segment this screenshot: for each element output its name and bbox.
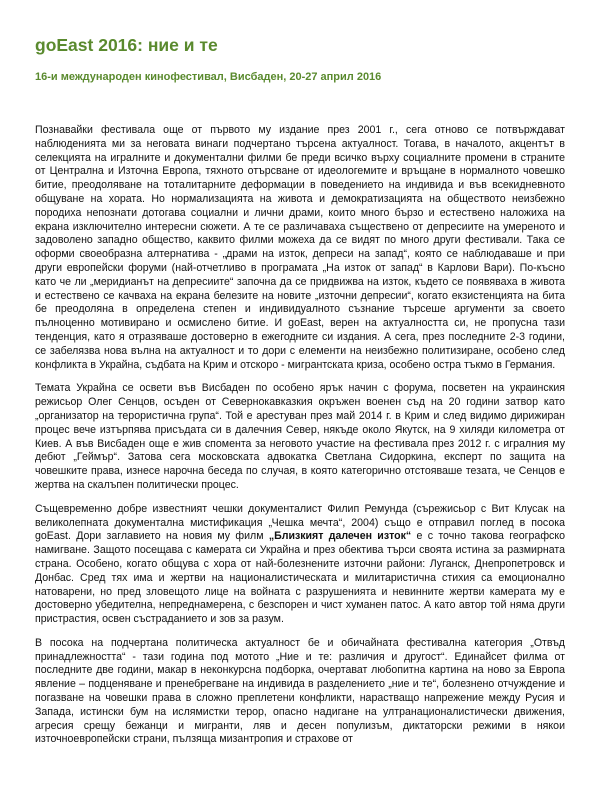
paragraph-1: Познавайки фестивала още от първото му издание през 2001 г., сега отново се потвърждават наблюденията ми за неговата винаги подчертано търсена актуалност. Тогава, в началото, акцентът в селекцията на игралните и документални филми бе преди всичко върху социалните промени в страните от Централна и Източна Европа, тяхното отърсване от идеологемите и връщане в нормалното човешко битие, преодоляване на тоталитарните деформации в поведението на индивида и във всекидневното общуване на хората. Но нормализацията на живота и демократизацията на обществото неизбежно породиха непознати дотогава социални и лични драми, които много бързо и естествено наложиха на екрана изключително интересни сюжети. А те се различаваха съществено от депресиите на умереното и задоволено западно общество, каквито филми можеха да се видят по много други фестивали. Така се оформи своеобразна алтернатива - „драми на изток, депреси на запад“, която се наблюдаваше и при други европейски форуми (най-отчетливо в програмата „На изток от запад“ в Карлови Вари). По-късно като че ли „меридианът на депресиите“ започна да се придвижва на изток, където се появяваха в живота и естествено се качваха на екрана белезите на новите „източни депресии“, когато екзистенцията на бита бе преодоляна в определена степен и индивидуалното съзнание търсеше аргументи за своето пълноценно мотивирано и осмислено битие. И goEast, верен на актуалността си, не пропусна тази тенденция, като я отразяваше достоверно в ежегодните си издания. А сега, през последните 2-3 години, се забелязва нова вълна на актуалност и то дори с елементи на неизбежно политизиране, особено след конфликта в Украйна, съдбата на Крим и отскоро - мигрантската криза, особено остра тъкмо в Германия.	[35, 124, 565, 371]
paragraph-3-rest: е с точно такова географско намигване. Защото посещава с камерата си Украйна и през обектива търси своята истина за размирната страна. Особено, когато общува с хора от най-болезнените източни райони: Луганск, Днепропетровск и Донбас. Сред тях има и жертви на националистическата и милитаристична стихия са емоционално натоварени, но пред зловещото лице на войната с разрушенията и невинните жертви камерата му е достоверно убедителна, непреднамерена, с безспорен и чист хуманен патос. А като автор той няма други пристрастия, освен състраданието и зов за разум.	[35, 530, 565, 626]
paragraph-4: В посока на подчертана политическа актуалност бе и обичайната фестивална категория „Отвъд принадлежността“ - тази година под мотото „Ние и те: различия и другост“. Единайсет филма от последните две години, макар в неконкурсна подборка, очертават любопитна картина на ново за Европа явление – подценяване и пренебрегване на индивида в разделението „ние и те“, болезнено отчуждение и погазване на човешки права в сложно преплетени конфликти, нарастващо напрежение между Русия и Запада, истински бум на ислямистки терор, опасно надигане на ултранационалистически движения, агресия срещу бежанци и мигранти, ляв и десен популизъм, диктаторски режими в някои източноевропейски страни, пълзяща мизантропия и страхове от	[35, 636, 565, 746]
article-body	[35, 124, 565, 747]
article-title: goEast 2016: ние и те	[35, 35, 218, 55]
paragraph-2: Темата Украйна се освети във Висбаден по особено ярък начин с форума, посветен на украинския режисьор Олег Сенцов, осъден от Севернокавказкия окръжен военен съд на 20 години затвор като „организатор на терористична група“. Той е арестуван през май 2014 г. в Крим и след видимо дирижиран процес вече изтърпява присъдата си в далечния Север, някъде около Якутск, на 9 хиляди километра от Киев. А във Висбаден още е жив спомента за неговото участие на фестивала през 2012 г. с игралния му дебют „Геймър“. Затова сега московската адвокатка Светлана Сидоркина, експерт по защита на човешките права, изнесе нарочна беседа по случая, в която категорично отстояваше тезата, че Сенцов е жертва на скалъпен политически процес.	[35, 382, 565, 491]
paragraph-3-intro: Същевременно добре известният чешки документалист Филип Ремунда (сърежисьор с Вит Клусак на великолепната документална мистификация „Чешка мечта“, 2004) също е отправил поглед в посока goEast. Дори заглавието на новия му филм	[35, 502, 565, 543]
film-title: „Близкият далечен изток“	[268, 530, 412, 543]
article-subtitle: 16-и международен кинофестивал, Висбаден, 20-27 април 2016	[35, 71, 382, 83]
paragraph-3	[35, 503, 565, 627]
